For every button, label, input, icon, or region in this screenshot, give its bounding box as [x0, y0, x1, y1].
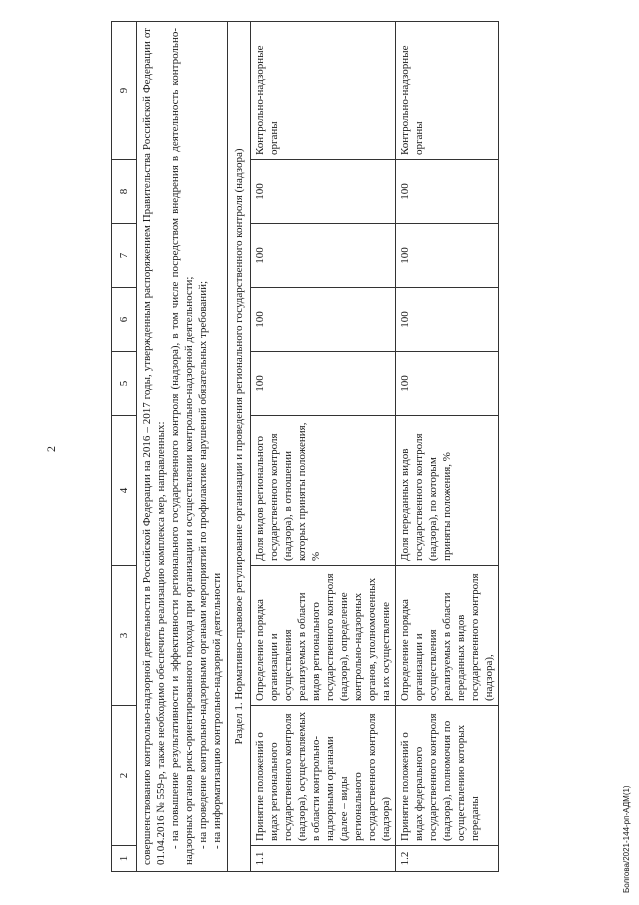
indicator-value: 100 [396, 288, 499, 352]
intro-paragraph: совершенствованию контрольно-надзорной деятельности в Российской Федерации на 2016 – 2017 годы, утвержденным распоряжением Правительства Российской Федерации от 01.04.2016 № 559-р, также необходимо обеспечить реализацию комплекса мер, направленных: [141, 28, 167, 865]
measure-content: Определение порядка организации и осуществления реализуемых в области видов регионального государственного контроля (надзора), определение контрольно-надзорных органов, уполномоченных на их осуществление [251, 566, 396, 706]
indicator-value: 100 [396, 224, 499, 288]
row-number: 1.2 [396, 846, 499, 872]
responsible-body: Контрольно-надзорные органы [396, 22, 499, 160]
measure-content: Определение порядка организации и осуществления реализуемых в области переданных видов государственного контроля (надзора), [396, 566, 499, 706]
row-number: 1.1 [251, 846, 396, 872]
indicator-value: 100 [251, 160, 396, 224]
intro-paragraph: - на проведение контрольно-надзорными органами мероприятий по профилактике нарушений обязательных требований; [197, 280, 209, 849]
indicator-value: 100 [396, 160, 499, 224]
indicator-value: 100 [251, 224, 396, 288]
col-header-5: 5 [112, 352, 137, 416]
table-row [396, 22, 499, 872]
intro-paragraph: - на информатизацию контрольно-надзорной деятельности [211, 572, 223, 849]
indicator-value: 100 [251, 352, 396, 416]
col-header-4: 4 [112, 416, 137, 566]
document-code: Болгова/2021-144-рп-АДМ(1) [622, 785, 631, 893]
indicator-value: 100 [251, 288, 396, 352]
section-title: Раздел 1. Нормативно-правовое регулирование организации и проведения регионального государственного контроля (надзора) [228, 22, 251, 872]
col-header-8: 8 [112, 160, 137, 224]
section-row [228, 22, 251, 872]
intro-row [137, 22, 228, 872]
col-header-7: 7 [112, 224, 137, 288]
rotated-table-page [111, 22, 611, 872]
col-header-3: 3 [112, 566, 137, 706]
responsible-body: Контрольно-надзорные органы [251, 22, 396, 160]
col-header-2: 2 [112, 706, 137, 846]
indicator-name: Доля видов регионального государственного контроля (надзора), в отношении которых приняты положения, % [251, 416, 396, 566]
col-header-9: 9 [112, 22, 137, 160]
measure-name: Принятие положений о видах федерального государственного контроля (надзора), полномочия по осуществлению которых переданы [396, 706, 499, 846]
page-number: 2 [44, 446, 58, 452]
intro-paragraph: - на повышение результативности и эффективности регионального государственного контроля (надзора), в том числе посредством внедрения в деятельность контрольно-надзорных органов риск-ориентированного подхода при организации и осуществлении контрольно-надзорной деятельности; [169, 28, 195, 865]
indicator-name: Доля переданных видов государственного контроля (надзора), по которым приняты положения, % [396, 416, 499, 566]
measure-name: Принятие положений о видах регионального государственного контроля (надзора), осуществляемых в области контрольно-надзорными органами (далее – виды регионального государственного контроля (надзора) [251, 706, 396, 846]
col-header-6: 6 [112, 288, 137, 352]
column-number-row [112, 22, 137, 872]
indicator-value: 100 [396, 352, 499, 416]
measures-table [111, 21, 499, 872]
table-row [251, 22, 396, 872]
intro-text [137, 22, 228, 872]
col-header-1: 1 [112, 846, 137, 872]
